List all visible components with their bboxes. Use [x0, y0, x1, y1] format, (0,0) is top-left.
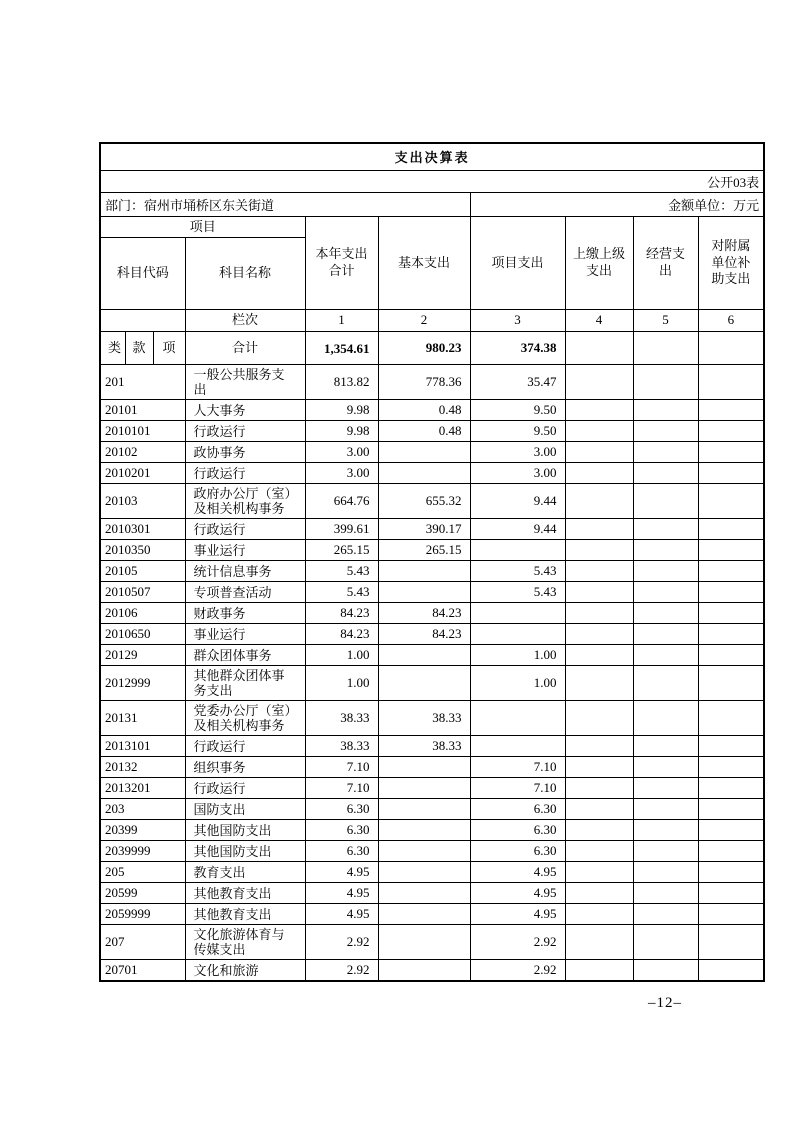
section-label: 款	[125, 332, 153, 365]
row-basic: 0.48	[378, 400, 470, 421]
row-total: 9.98	[305, 400, 378, 421]
unit-label: 金额单位：万元	[470, 192, 764, 216]
row-operating	[633, 904, 698, 925]
row-operating	[633, 624, 698, 645]
table-body	[100, 143, 764, 981]
column-number-2: 2	[378, 310, 470, 332]
row-basic: 38.33	[378, 701, 470, 736]
row-operating	[633, 365, 698, 400]
row-total: 6.30	[305, 820, 378, 841]
row-upper	[565, 862, 633, 883]
row-total: 3.00	[305, 463, 378, 484]
row-total: 2.92	[305, 925, 378, 960]
row-total: 813.82	[305, 365, 378, 400]
row-project: 9.44	[470, 484, 565, 519]
table-row	[100, 736, 764, 757]
title-row	[100, 143, 764, 170]
row-subject-code: 2010650	[100, 624, 185, 645]
row-subject-code: 203	[100, 799, 185, 820]
row-basic: 0.48	[378, 421, 470, 442]
row-operating	[633, 484, 698, 519]
table-row	[100, 540, 764, 561]
row-upper	[565, 960, 633, 982]
row-subject-code: 20701	[100, 960, 185, 982]
row-subsidy	[698, 757, 764, 778]
row-upper	[565, 820, 633, 841]
row-project	[470, 736, 565, 757]
row-subsidy	[698, 519, 764, 540]
row-project	[470, 624, 565, 645]
row-basic	[378, 666, 470, 701]
row-subsidy	[698, 666, 764, 701]
row-total: 399.61	[305, 519, 378, 540]
row-subject-code: 2013101	[100, 736, 185, 757]
row-subject-code: 20103	[100, 484, 185, 519]
row-subject-name: 专项普查活动	[185, 582, 305, 603]
row-total: 38.33	[305, 701, 378, 736]
row-basic	[378, 862, 470, 883]
row-basic	[378, 645, 470, 666]
row-upper	[565, 883, 633, 904]
row-upper	[565, 701, 633, 736]
row-operating	[633, 645, 698, 666]
grand-total-subsidy	[698, 332, 764, 365]
column-index-label: 栏次	[185, 310, 305, 332]
row-project	[470, 540, 565, 561]
row-total: 7.10	[305, 757, 378, 778]
row-project: 1.00	[470, 645, 565, 666]
row-basic	[378, 960, 470, 982]
row-basic	[378, 904, 470, 925]
table-row	[100, 645, 764, 666]
row-subject-code: 2039999	[100, 841, 185, 862]
expenditure-table	[99, 142, 765, 982]
table-row	[100, 778, 764, 799]
column-number-5: 5	[633, 310, 698, 332]
row-subject-name: 其他教育支出	[185, 883, 305, 904]
row-basic	[378, 841, 470, 862]
row-total: 5.43	[305, 582, 378, 603]
row-project: 4.95	[470, 883, 565, 904]
row-subject-code: 2010301	[100, 519, 185, 540]
header-col-basic: 基本支出	[378, 216, 470, 310]
table-row	[100, 400, 764, 421]
table-row	[100, 463, 764, 484]
row-project: 5.43	[470, 582, 565, 603]
row-total: 265.15	[305, 540, 378, 561]
row-operating	[633, 400, 698, 421]
row-operating	[633, 701, 698, 736]
page-title: 支出决算表	[100, 143, 764, 170]
row-upper	[565, 841, 633, 862]
row-subsidy	[698, 841, 764, 862]
header-subject-code: 科目代码	[100, 238, 185, 310]
row-subsidy	[698, 883, 764, 904]
row-upper	[565, 484, 633, 519]
row-total: 4.95	[305, 883, 378, 904]
row-subject-code: 2010201	[100, 463, 185, 484]
row-subject-code: 2013201	[100, 778, 185, 799]
department-label: 部门：宿州市埇桥区东关街道	[100, 192, 470, 216]
row-operating	[633, 799, 698, 820]
row-basic	[378, 820, 470, 841]
table-row	[100, 666, 764, 701]
row-project: 9.44	[470, 519, 565, 540]
row-upper	[565, 736, 633, 757]
row-subject-name: 群众团体事务	[185, 645, 305, 666]
column-index-blank	[100, 310, 185, 332]
row-subject-name: 政协事务	[185, 442, 305, 463]
row-project: 2.92	[470, 960, 565, 982]
table-row	[100, 960, 764, 982]
row-operating	[633, 960, 698, 982]
row-upper	[565, 463, 633, 484]
row-subsidy	[698, 400, 764, 421]
row-subject-code: 20132	[100, 757, 185, 778]
class-label: 类	[100, 332, 125, 365]
column-index-row	[100, 310, 764, 332]
row-project: 3.00	[470, 463, 565, 484]
row-basic	[378, 799, 470, 820]
row-subject-code: 20101	[100, 400, 185, 421]
row-basic	[378, 757, 470, 778]
row-subsidy	[698, 561, 764, 582]
row-subject-name: 财政事务	[185, 603, 305, 624]
row-project: 7.10	[470, 778, 565, 799]
form-code-row	[100, 170, 764, 192]
table-row	[100, 603, 764, 624]
row-operating	[633, 603, 698, 624]
row-upper	[565, 904, 633, 925]
row-operating	[633, 540, 698, 561]
grand-total-label: 合计	[185, 332, 305, 365]
row-subject-name: 教育支出	[185, 862, 305, 883]
table-row	[100, 561, 764, 582]
form-code: 公开03表	[100, 170, 764, 192]
department-row	[100, 192, 764, 216]
row-subsidy	[698, 701, 764, 736]
row-upper	[565, 778, 633, 799]
row-operating	[633, 820, 698, 841]
row-basic: 778.36	[378, 365, 470, 400]
row-subsidy	[698, 645, 764, 666]
row-total: 1.00	[305, 645, 378, 666]
row-subsidy	[698, 960, 764, 982]
table-row	[100, 883, 764, 904]
row-operating	[633, 666, 698, 701]
row-subject-name: 统计信息事务	[185, 561, 305, 582]
row-subsidy	[698, 540, 764, 561]
grand-total-basic: 980.23	[378, 332, 470, 365]
table-row	[100, 582, 764, 603]
row-project	[470, 701, 565, 736]
row-subject-code: 20599	[100, 883, 185, 904]
row-subsidy	[698, 624, 764, 645]
row-basic	[378, 561, 470, 582]
row-subsidy	[698, 603, 764, 624]
row-total: 2.92	[305, 960, 378, 982]
row-basic	[378, 463, 470, 484]
table-row	[100, 484, 764, 519]
row-project: 7.10	[470, 757, 565, 778]
row-operating	[633, 519, 698, 540]
row-subject-name: 其他教育支出	[185, 904, 305, 925]
row-upper	[565, 624, 633, 645]
row-subject-code: 20105	[100, 561, 185, 582]
row-basic: 265.15	[378, 540, 470, 561]
page-number: –12–	[648, 995, 682, 1011]
row-subsidy	[698, 442, 764, 463]
table-row	[100, 421, 764, 442]
table-row	[100, 701, 764, 736]
row-total: 3.00	[305, 442, 378, 463]
row-total: 38.33	[305, 736, 378, 757]
row-upper	[565, 666, 633, 701]
row-subject-name: 行政运行	[185, 421, 305, 442]
row-upper	[565, 365, 633, 400]
table-row	[100, 365, 764, 400]
table-row	[100, 904, 764, 925]
row-subject-name: 其他国防支出	[185, 841, 305, 862]
row-subsidy	[698, 904, 764, 925]
row-subject-name: 行政运行	[185, 519, 305, 540]
row-basic	[378, 582, 470, 603]
row-subject-name: 文化和旅游	[185, 960, 305, 982]
row-total: 4.95	[305, 862, 378, 883]
table-row	[100, 757, 764, 778]
header-row-project	[100, 216, 764, 238]
row-operating	[633, 862, 698, 883]
row-total: 5.43	[305, 561, 378, 582]
row-total: 9.98	[305, 421, 378, 442]
row-total: 664.76	[305, 484, 378, 519]
header-col-operating: 经营支出	[633, 216, 698, 310]
row-project: 1.00	[470, 666, 565, 701]
row-basic: 84.23	[378, 603, 470, 624]
row-subject-code: 2010101	[100, 421, 185, 442]
column-number-3: 3	[470, 310, 565, 332]
table-row	[100, 442, 764, 463]
row-subject-code: 201	[100, 365, 185, 400]
row-subject-code: 20102	[100, 442, 185, 463]
row-subject-code: 205	[100, 862, 185, 883]
table-row	[100, 862, 764, 883]
row-subject-code: 20131	[100, 701, 185, 736]
row-basic	[378, 883, 470, 904]
row-upper	[565, 582, 633, 603]
row-upper	[565, 799, 633, 820]
table-row	[100, 519, 764, 540]
header-col-subsidy: 对附属单位补助支出	[698, 216, 764, 310]
row-operating	[633, 421, 698, 442]
grand-total-upper	[565, 332, 633, 365]
row-subject-code: 2059999	[100, 904, 185, 925]
row-total: 6.30	[305, 841, 378, 862]
row-project: 9.50	[470, 400, 565, 421]
row-upper	[565, 757, 633, 778]
row-upper	[565, 400, 633, 421]
row-operating	[633, 757, 698, 778]
table-row	[100, 624, 764, 645]
row-subject-name: 事业运行	[185, 540, 305, 561]
row-subject-name: 行政运行	[185, 778, 305, 799]
row-total: 4.95	[305, 904, 378, 925]
row-upper	[565, 442, 633, 463]
row-upper	[565, 561, 633, 582]
row-operating	[633, 925, 698, 960]
row-project: 3.00	[470, 442, 565, 463]
header-col-project: 项目支出	[470, 216, 565, 310]
row-subject-name: 事业运行	[185, 624, 305, 645]
row-basic: 84.23	[378, 624, 470, 645]
row-subject-name: 人大事务	[185, 400, 305, 421]
row-operating	[633, 841, 698, 862]
row-operating	[633, 883, 698, 904]
row-subject-code: 2012999	[100, 666, 185, 701]
row-upper	[565, 645, 633, 666]
row-subsidy	[698, 799, 764, 820]
row-subject-code: 207	[100, 925, 185, 960]
header-col-total: 本年支出合计	[305, 216, 378, 310]
header-col-upper: 上缴上级支出	[565, 216, 633, 310]
row-project: 4.95	[470, 904, 565, 925]
table-row	[100, 841, 764, 862]
row-total: 84.23	[305, 624, 378, 645]
row-subsidy	[698, 484, 764, 519]
row-operating	[633, 736, 698, 757]
row-project: 2.92	[470, 925, 565, 960]
row-subject-name: 政府办公厅（室）及相关机构事务	[185, 484, 305, 519]
row-subject-code: 20129	[100, 645, 185, 666]
row-operating	[633, 561, 698, 582]
row-project: 4.95	[470, 862, 565, 883]
header-project: 项目	[100, 216, 305, 238]
row-basic: 38.33	[378, 736, 470, 757]
row-subsidy	[698, 582, 764, 603]
row-subsidy	[698, 778, 764, 799]
row-total: 84.23	[305, 603, 378, 624]
row-subject-code: 2010507	[100, 582, 185, 603]
table-row	[100, 799, 764, 820]
row-basic	[378, 925, 470, 960]
column-number-1: 1	[305, 310, 378, 332]
column-number-4: 4	[565, 310, 633, 332]
row-basic: 655.32	[378, 484, 470, 519]
row-total: 7.10	[305, 778, 378, 799]
row-subject-name: 其他群众团体事务支出	[185, 666, 305, 701]
row-subsidy	[698, 463, 764, 484]
row-project: 6.30	[470, 820, 565, 841]
grand-total-operating	[633, 332, 698, 365]
item-label: 项	[153, 332, 185, 365]
row-operating	[633, 582, 698, 603]
row-subject-name: 组织事务	[185, 757, 305, 778]
row-subject-name: 其他国防支出	[185, 820, 305, 841]
row-operating	[633, 442, 698, 463]
row-subject-code: 20106	[100, 603, 185, 624]
row-upper	[565, 540, 633, 561]
row-subject-code: 2010350	[100, 540, 185, 561]
row-total: 6.30	[305, 799, 378, 820]
row-subject-name: 国防支出	[185, 799, 305, 820]
row-project: 35.47	[470, 365, 565, 400]
row-subsidy	[698, 736, 764, 757]
row-subsidy	[698, 820, 764, 841]
row-upper	[565, 519, 633, 540]
table-row	[100, 820, 764, 841]
row-project	[470, 603, 565, 624]
row-project: 6.30	[470, 799, 565, 820]
row-subject-code: 20399	[100, 820, 185, 841]
row-basic	[378, 442, 470, 463]
column-number-6: 6	[698, 310, 764, 332]
row-subsidy	[698, 925, 764, 960]
row-subsidy	[698, 421, 764, 442]
row-subject-name: 文化旅游体育与传媒支出	[185, 925, 305, 960]
row-operating	[633, 778, 698, 799]
row-project: 6.30	[470, 841, 565, 862]
row-project: 9.50	[470, 421, 565, 442]
row-upper	[565, 421, 633, 442]
row-basic: 390.17	[378, 519, 470, 540]
table-row	[100, 925, 764, 960]
row-subject-name: 党委办公厅（室）及相关机构事务	[185, 701, 305, 736]
grand-total-project: 374.38	[470, 332, 565, 365]
row-operating	[633, 463, 698, 484]
row-subject-name: 一般公共服务支出	[185, 365, 305, 400]
row-upper	[565, 925, 633, 960]
row-subsidy	[698, 862, 764, 883]
grand-total-row	[100, 332, 764, 365]
row-subsidy	[698, 365, 764, 400]
grand-total-amount: 1,354.61	[305, 332, 378, 365]
row-subject-name: 行政运行	[185, 736, 305, 757]
row-basic	[378, 778, 470, 799]
row-total: 1.00	[305, 666, 378, 701]
row-project: 5.43	[470, 561, 565, 582]
header-subject-name: 科目名称	[185, 238, 305, 310]
row-upper	[565, 603, 633, 624]
row-subject-name: 行政运行	[185, 463, 305, 484]
